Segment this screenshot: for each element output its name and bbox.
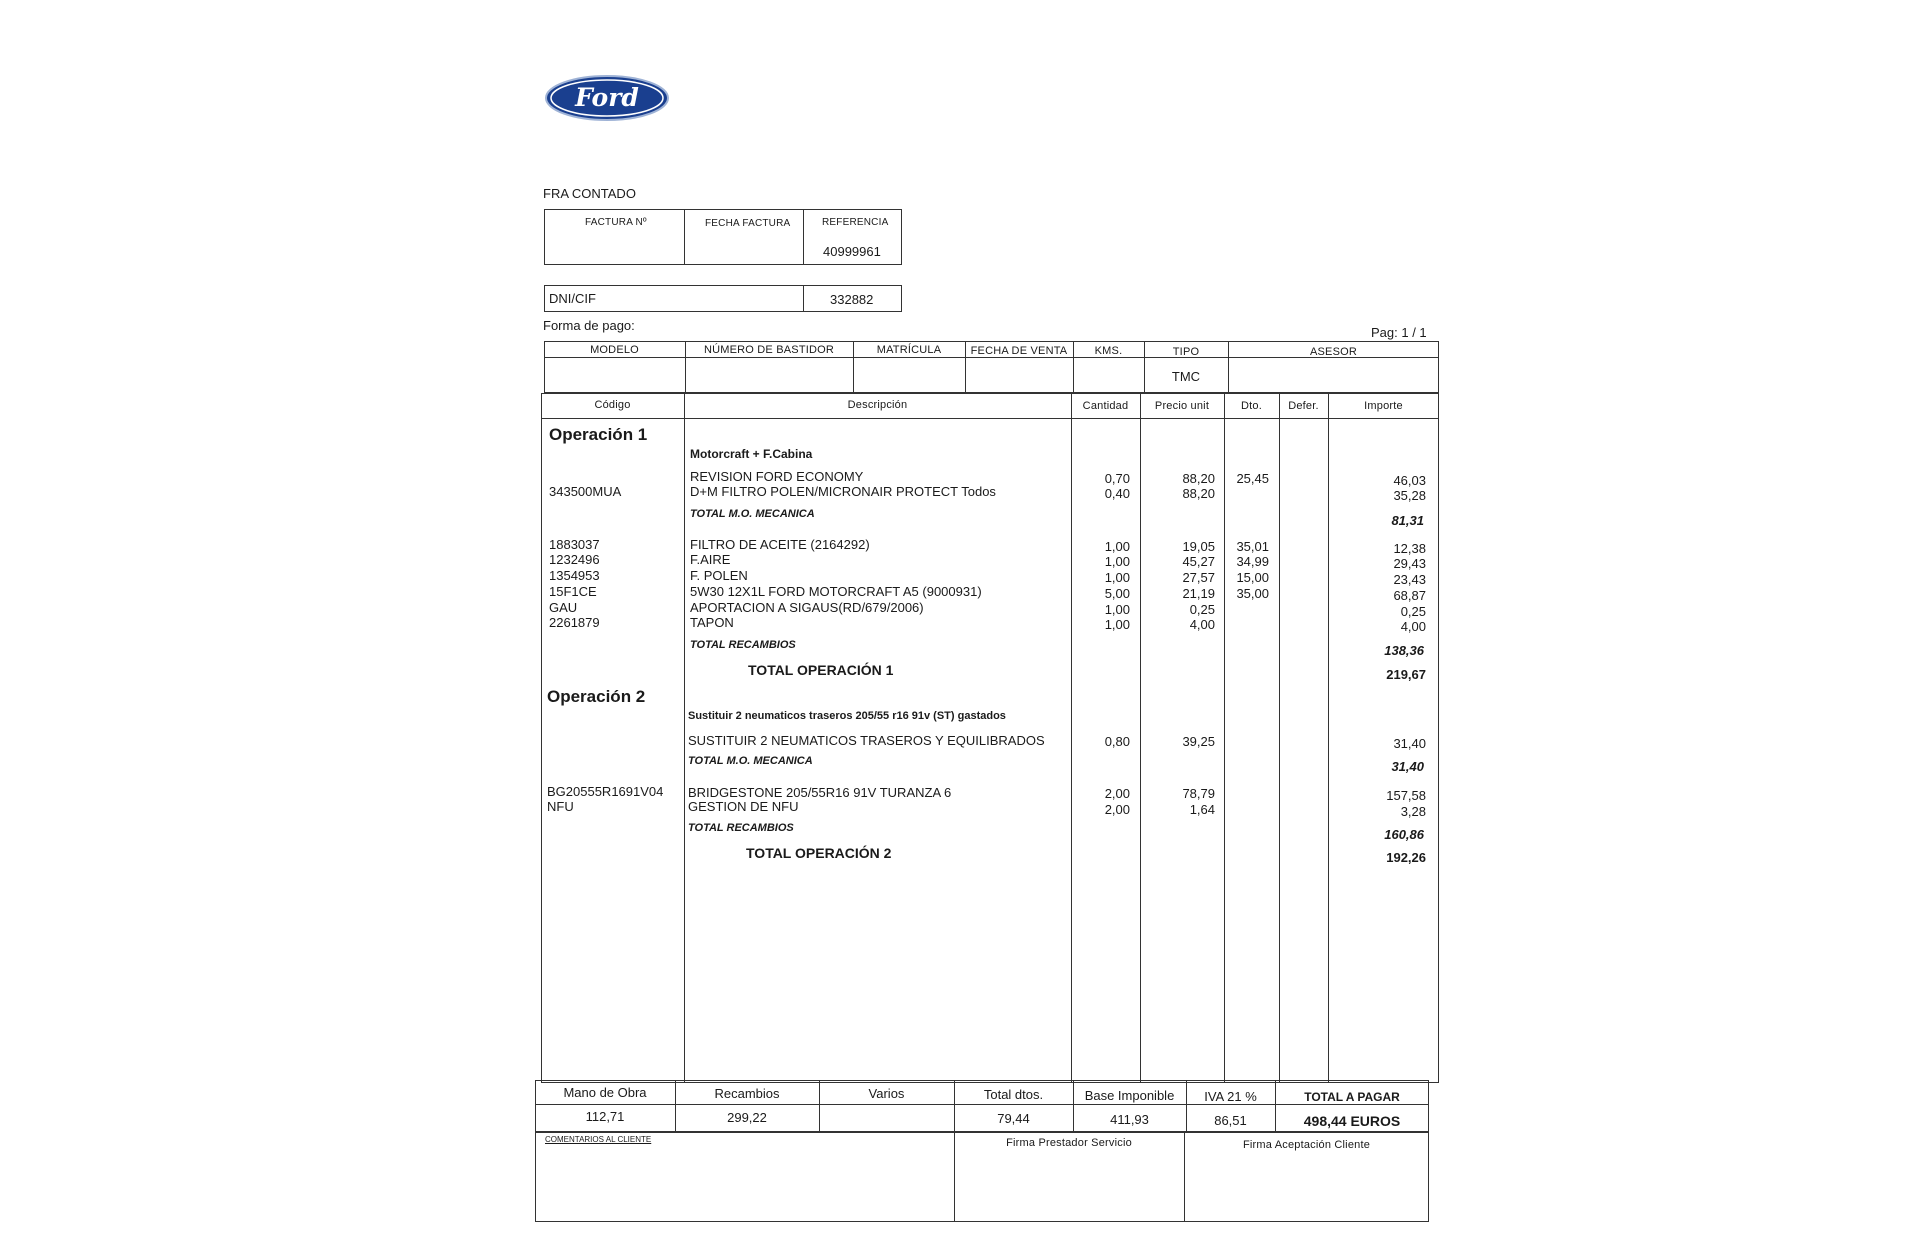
label-varios: Varios (868, 1086, 905, 1101)
desc: TAPON (690, 615, 734, 630)
value-total-pagar: 498,44 EUROS (1303, 1113, 1401, 1129)
col-codigo: Código (594, 399, 631, 411)
op2-mo-label: TOTAL M.O. MECANICA (688, 755, 813, 767)
qty: 1,00 (1104, 570, 1130, 585)
price: 88,20 (1182, 486, 1215, 501)
dto: 35,01 (1236, 539, 1269, 554)
price: 19,05 (1182, 539, 1215, 554)
value-mano-obra: 112,71 (585, 1109, 625, 1124)
col-modelo: MODELO (590, 344, 639, 356)
col-kms: KMS. (1094, 345, 1123, 357)
page-number: Pag: 1 / 1 (1371, 325, 1427, 340)
col-asesor: ASESOR (1309, 346, 1358, 358)
value-iva: 86,51 (1214, 1113, 1247, 1128)
importe: 35,28 (1393, 488, 1426, 503)
qty: 0,80 (1104, 734, 1130, 749)
op1-rec-label: TOTAL RECAMBIOS (690, 639, 796, 651)
importe: 31,40 (1393, 736, 1426, 751)
price: 0,25 (1189, 602, 1215, 617)
desc: 5W30 12X1L FORD MOTORCRAFT A5 (9000931) (690, 584, 982, 599)
op1-total: 219,67 (1386, 667, 1426, 682)
op2-rec-label: TOTAL RECAMBIOS (688, 822, 794, 834)
op1-title: Operación 1 (549, 425, 648, 444)
dto: 34,99 (1236, 554, 1269, 569)
qty: 0,40 (1104, 486, 1130, 501)
price: 1,64 (1189, 802, 1215, 817)
desc: F. POLEN (690, 568, 748, 583)
code: BG20555R1691V04 (547, 784, 664, 799)
col-fecha-venta: FECHA DE VENTA (970, 345, 1068, 357)
qty: 1,00 (1104, 554, 1130, 569)
code: 1232496 (549, 552, 600, 567)
importe: 12,38 (1393, 541, 1426, 556)
col-importe: Importe (1364, 400, 1403, 412)
op2-title: Operación 2 (547, 687, 646, 706)
qty: 1,00 (1104, 617, 1130, 632)
importe: 23,43 (1393, 572, 1426, 587)
referencia-value: 40999961 (823, 244, 881, 259)
op1-mo-total: 81,31 (1391, 513, 1424, 528)
dni-label: DNI/CIF (549, 291, 596, 306)
importe: 0,25 (1400, 604, 1426, 619)
dto: 15,00 (1236, 570, 1269, 585)
qty: 5,00 (1104, 586, 1130, 601)
desc: REVISION FORD ECONOMY (690, 469, 864, 484)
col-dto: Dto. (1241, 400, 1262, 412)
code: 15F1CE (549, 584, 597, 599)
code: 2261879 (549, 615, 600, 630)
desc: BRIDGESTONE 205/55R16 91V TURANZA 6 (688, 785, 952, 800)
comentarios-label: COMENTARIOS AL CLIENTE (545, 1135, 652, 1144)
label-mano-obra: Mano de Obra (563, 1085, 647, 1100)
firma-prestador: Firma Prestador Servicio (1006, 1137, 1132, 1149)
importe: 3,28 (1400, 804, 1426, 819)
qty: 2,00 (1104, 786, 1130, 801)
label-fecha-factura: FECHA FACTURA (705, 218, 791, 229)
label-base-imponible: Base Imponible (1084, 1088, 1175, 1103)
col-bastidor: NÚMERO DE BASTIDOR (703, 344, 835, 356)
label-referencia: REFERENCIA (822, 217, 889, 228)
value-total-dtos: 79,44 (997, 1111, 1030, 1126)
op2-mo-total: 31,40 (1391, 759, 1424, 774)
op2-total: 192,26 (1386, 850, 1426, 865)
label-total-pagar: TOTAL A PAGAR (1304, 1090, 1400, 1104)
importe: 157,58 (1386, 788, 1426, 803)
qty: 1,00 (1104, 602, 1130, 617)
col-defer: Defer. (1288, 400, 1319, 412)
op1-rec-total: 138,36 (1384, 643, 1424, 658)
invoice-type: FRA CONTADO (543, 186, 636, 201)
label-iva: IVA 21 % (1204, 1089, 1257, 1104)
dni-value: 332882 (830, 292, 874, 307)
code: 1354953 (549, 568, 600, 583)
price: 39,25 (1182, 734, 1215, 749)
price: 78,79 (1182, 786, 1215, 801)
label-recambios: Recambios (714, 1086, 780, 1101)
price: 4,00 (1189, 617, 1215, 632)
op1-subtitle: Motorcraft + F.Cabina (690, 447, 813, 461)
desc: D+M FILTRO POLEN/MICRONAIR PROTECT Todos (690, 484, 996, 499)
forma-pago-label: Forma de pago: (543, 318, 635, 333)
col-descripcion: Descripción (847, 399, 908, 411)
desc: APORTACION A SIGAUS(RD/679/2006) (690, 600, 924, 615)
importe: 68,87 (1393, 588, 1426, 603)
code: 1883037 (549, 537, 600, 552)
col-matricula: MATRÍCULA (876, 344, 942, 356)
logo-text: Ford (575, 83, 639, 112)
label-total-dtos: Total dtos. (983, 1087, 1044, 1102)
price: 21,19 (1182, 586, 1215, 601)
qty: 2,00 (1104, 802, 1130, 817)
op2-subtitle: Sustituir 2 neumaticos traseros 205/55 r16 91v (ST) gastados (688, 710, 1006, 722)
op2-total-label: TOTAL OPERACIÓN 2 (746, 845, 892, 861)
importe: 29,43 (1393, 556, 1426, 571)
firma-cliente: Firma Aceptación Cliente (1242, 1139, 1371, 1151)
price: 88,20 (1182, 471, 1215, 486)
price: 45,27 (1182, 554, 1215, 569)
value-recambios: 299,22 (727, 1110, 767, 1125)
op1-mo-label: TOTAL M.O. MECANICA (690, 508, 815, 520)
col-tipo: TIPO (1172, 346, 1200, 358)
desc: GESTION DE NFU (688, 799, 799, 814)
code: NFU (547, 799, 574, 814)
tipo-value: TMC (1171, 369, 1201, 384)
ford-logo (544, 74, 670, 122)
dto: 35,00 (1236, 586, 1269, 601)
op2-rec-total: 160,86 (1384, 827, 1424, 842)
dto: 25,45 (1236, 471, 1269, 486)
desc: F.AIRE (690, 552, 731, 567)
qty: 1,00 (1104, 539, 1130, 554)
desc: FILTRO DE ACEITE (2164292) (690, 537, 870, 552)
label-factura: FACTURA Nº (585, 217, 647, 228)
op1-total-label: TOTAL OPERACIÓN 1 (748, 662, 894, 678)
col-precio: Precio unit (1154, 400, 1210, 412)
code: GAU (549, 600, 578, 615)
desc: SUSTITUIR 2 NEUMATICOS TRASEROS Y EQUILIBRADOS (688, 733, 1045, 748)
qty: 0,70 (1104, 471, 1130, 486)
op1-labor-code: 343500MUA (549, 484, 622, 499)
value-base-imponible: 411,93 (1110, 1112, 1149, 1127)
importe: 46,03 (1393, 473, 1426, 488)
price: 27,57 (1182, 570, 1215, 585)
col-cantidad: Cantidad (1082, 400, 1129, 412)
importe: 4,00 (1400, 619, 1426, 634)
